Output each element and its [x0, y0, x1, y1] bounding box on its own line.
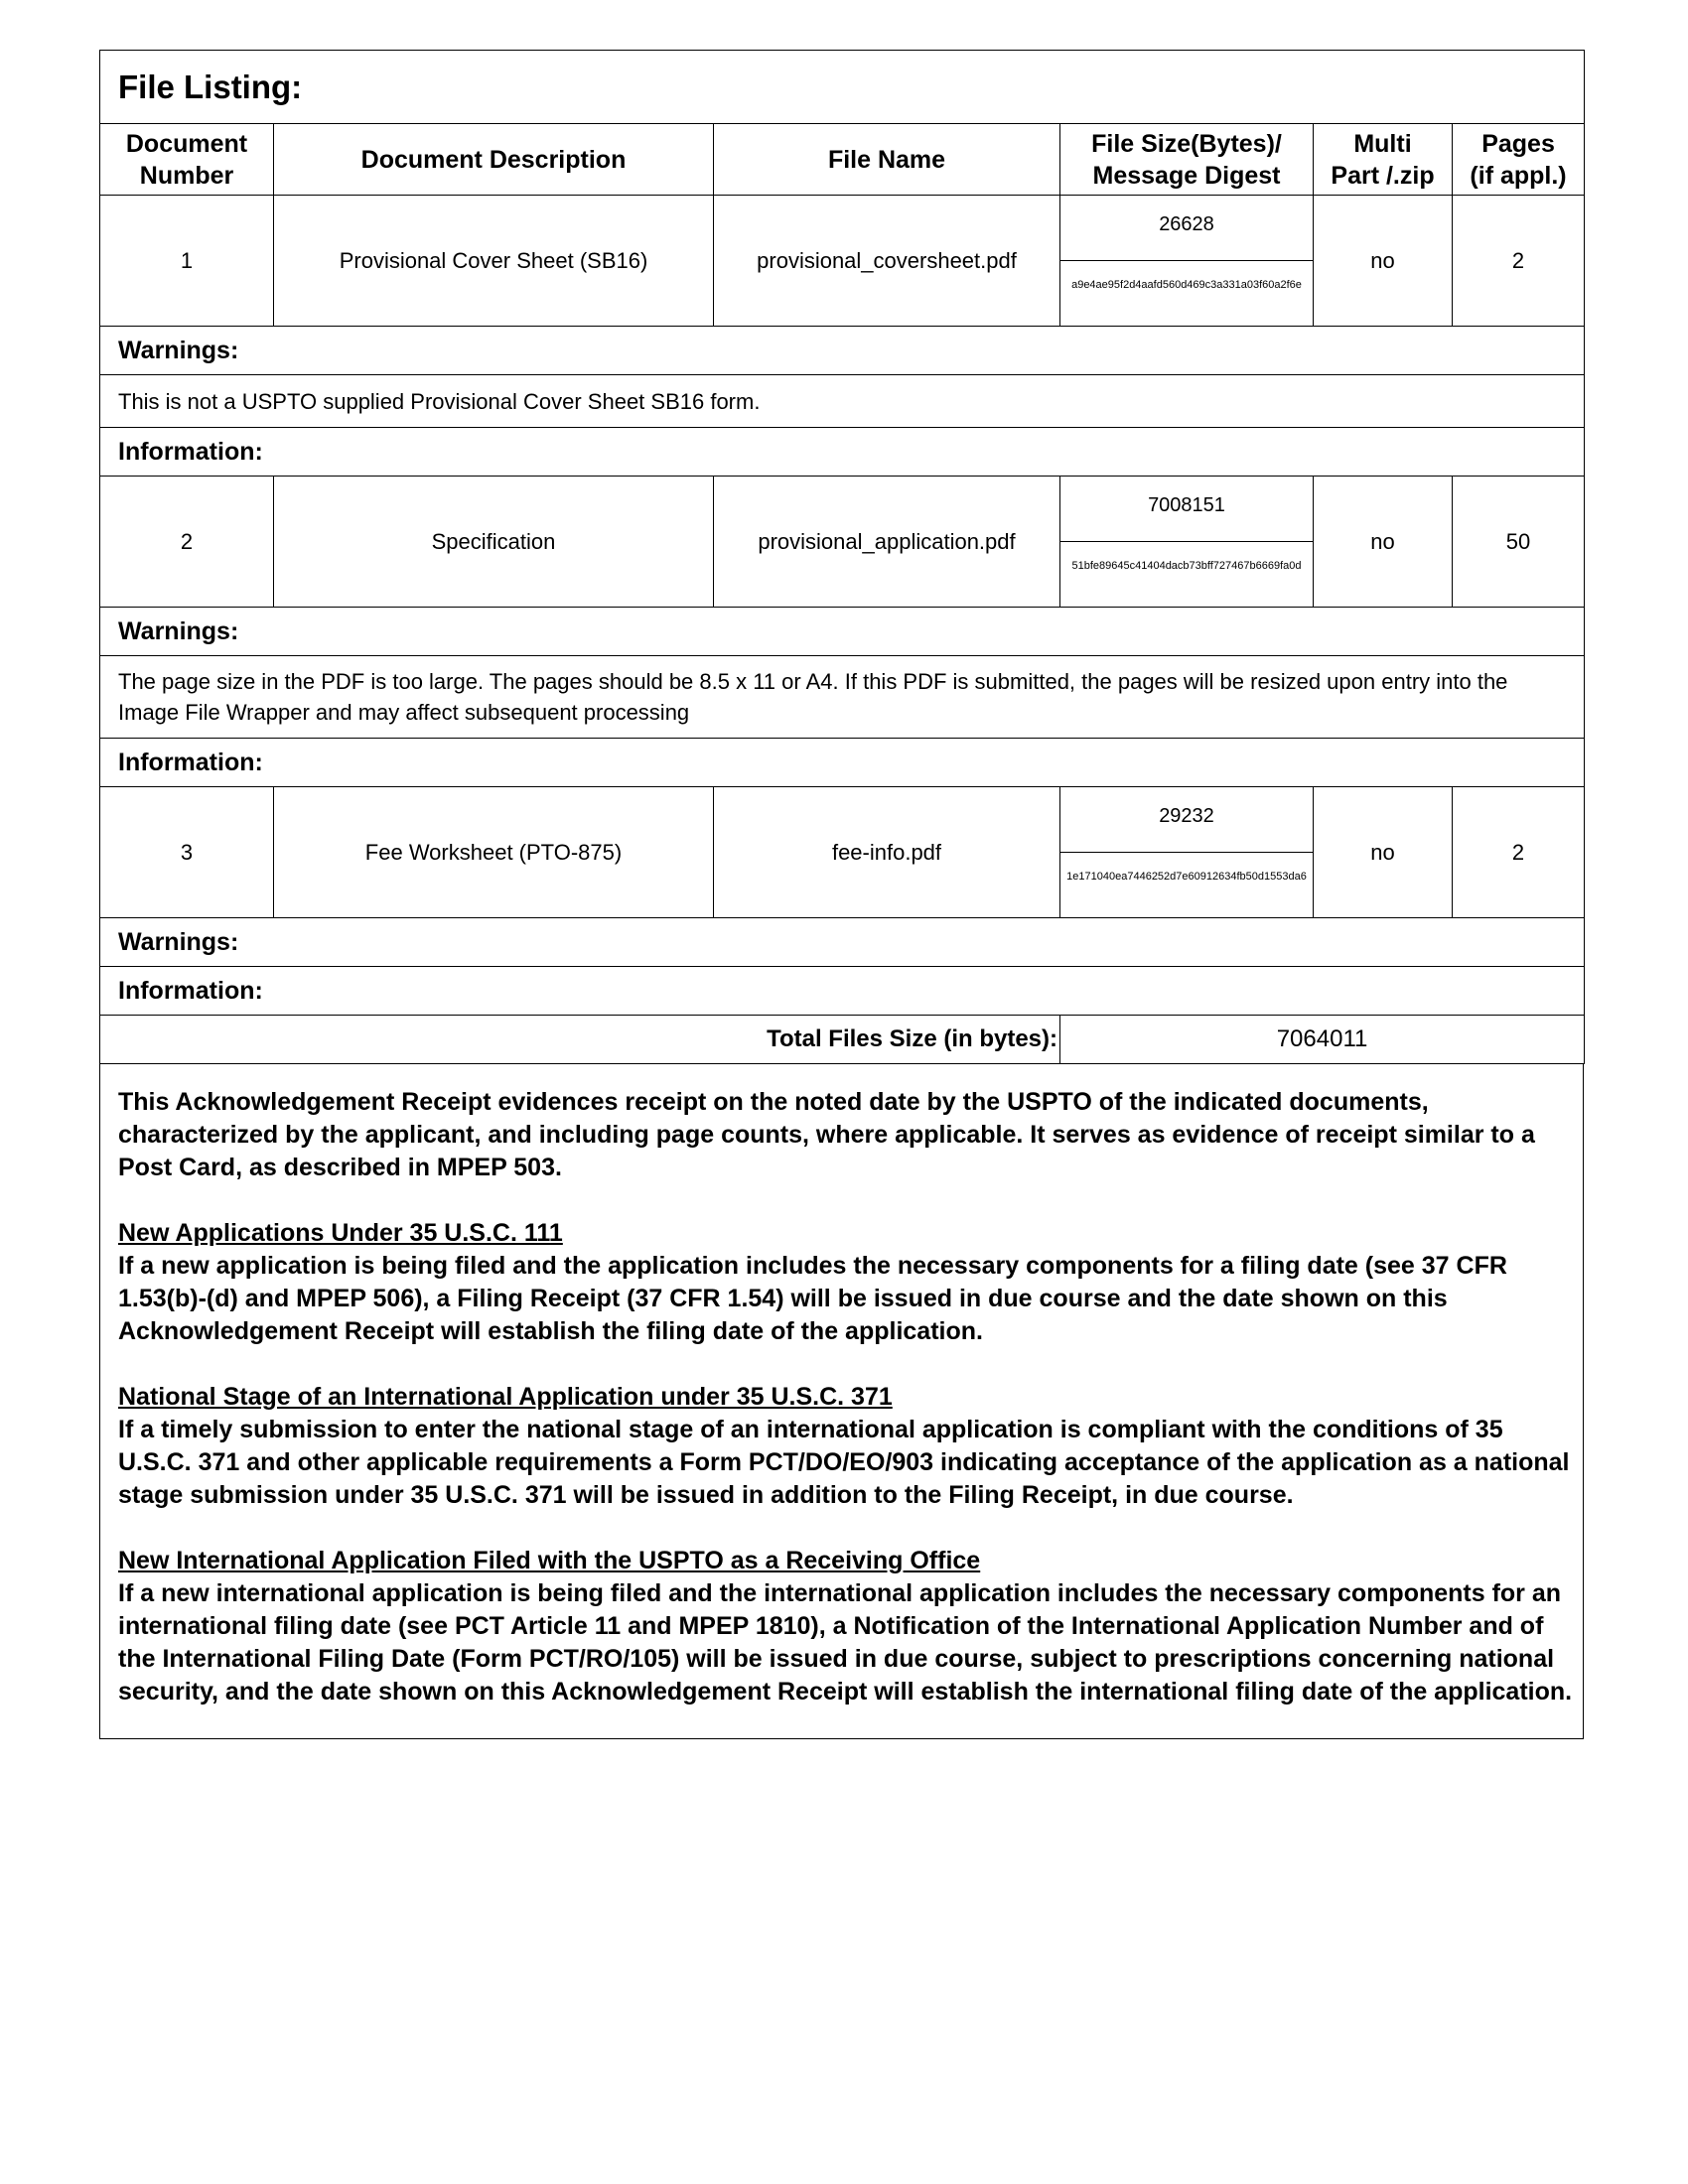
message-digest: a9e4ae95f2d4aafd560d469c3a331a03f60a2f6e — [1071, 279, 1302, 291]
section-text: If a new international application is being filed and the international application includes the necessary components for an international filing date (see PCT Article 11 and MPEP 1810), a Notification of the International Application Number and of the International Filing Date (Form PCT/RO/105) will be issued in due course, subject to prescriptions concerning national security, and the date shown on this Acknowledgement Receipt will establish the international filing date of the application. — [118, 1579, 1573, 1706]
header-document-description: Document Description — [274, 124, 714, 196]
document-number: 2 — [100, 477, 274, 608]
document-description: Fee Worksheet (PTO-875) — [274, 787, 714, 918]
total-row — [100, 1016, 1585, 1064]
file-listing-document — [99, 50, 1584, 1739]
file-size-cell — [1060, 196, 1314, 327]
table-row — [100, 196, 1585, 327]
message-digest: 1e171040ea7446252d7e60912634fb50d1553da6 — [1066, 871, 1307, 883]
total-files-size-label: Total Files Size (in bytes): — [100, 1016, 1060, 1064]
header-file-name: File Name — [714, 124, 1060, 196]
divider — [1060, 852, 1313, 853]
section-text: If a timely submission to enter the national stage of an international application is compliant with the conditions of 35 U.S.C. 371 and other applicable requirements a Form PCT/DO/EO/903 indicating acceptance of the application as a national stage submission under 35 U.S.C. 371 will be issued in addition to the Filing Receipt, in due course. — [118, 1416, 1570, 1509]
file-listing-title: File Listing: — [100, 51, 1585, 124]
divider — [1060, 541, 1313, 542]
section-heading: New International Application Filed with the USPTO as a Receiving Office — [118, 1547, 981, 1574]
document-description: Specification — [274, 477, 714, 608]
file-listing-table — [99, 50, 1585, 1064]
message-digest: 51bfe89645c41404dacb73bff727467b6669fa0d — [1071, 560, 1302, 572]
acknowledgement-receipt — [99, 1064, 1584, 1739]
section-heading: National Stage of an International Application under 35 U.S.C. 371 — [118, 1383, 893, 1411]
pages: 2 — [1453, 196, 1585, 327]
section-text: If a new application is being filed and the application includes the necessary components for a filing date (see 37 CFR 1.53(b)-(d) and MPEP 506), a Filing Receipt (37 CFR 1.54) will be issued in due course and the date shown on this Acknowledgement Receipt will establish the filing date of the application. — [118, 1252, 1507, 1345]
table-row — [100, 477, 1585, 608]
file-name: provisional_coversheet.pdf — [714, 196, 1060, 327]
file-size-cell — [1060, 787, 1314, 918]
file-size-cell — [1060, 477, 1314, 608]
file-name: fee-info.pdf — [714, 787, 1060, 918]
header-document-number: Document Number — [100, 124, 274, 196]
document-number: 3 — [100, 787, 274, 918]
header-multi-part: Multi Part /.zip — [1314, 124, 1453, 196]
warning-text: This is not a USPTO supplied Provisional Cover Sheet SB16 form. — [100, 375, 1585, 428]
file-size: 26628 — [1159, 213, 1214, 235]
file-size: 29232 — [1159, 805, 1214, 827]
table-header-row — [100, 124, 1585, 196]
information-label: Information: — [100, 967, 1585, 1016]
document-number: 1 — [100, 196, 274, 327]
total-files-size-value: 7064011 — [1060, 1016, 1585, 1064]
warnings-label: Warnings: — [100, 918, 1585, 967]
header-file-size: File Size(Bytes)/ Message Digest — [1060, 124, 1314, 196]
acknowledgement-intro: This Acknowledgement Receipt evidences receipt on the noted date by the USPTO of the indicated documents, characterized by the applicant, and including page counts, where applicable. It serves as evidence of receipt similar to a Post Card, as described in MPEP 503. — [118, 1088, 1535, 1181]
section-new-international — [118, 1545, 1579, 1708]
multi-part: no — [1314, 196, 1453, 327]
file-size: 7008151 — [1148, 494, 1225, 516]
multi-part: no — [1314, 477, 1453, 608]
pages: 2 — [1453, 787, 1585, 918]
file-name: provisional_application.pdf — [714, 477, 1060, 608]
header-pages: Pages (if appl.) — [1453, 124, 1585, 196]
warnings-label: Warnings: — [100, 327, 1585, 375]
warning-text: The page size in the PDF is too large. The pages should be 8.5 x 11 or A4. If this PDF is submitted, the pages will be resized upon entry into the Image File Wrapper and may affect subsequent processing — [100, 656, 1585, 739]
multi-part: no — [1314, 787, 1453, 918]
warnings-label: Warnings: — [100, 608, 1585, 656]
table-row — [100, 787, 1585, 918]
section-heading: New Applications Under 35 U.S.C. 111 — [118, 1219, 563, 1247]
divider — [1060, 260, 1313, 261]
information-label: Information: — [100, 428, 1585, 477]
section-national-stage — [118, 1381, 1579, 1512]
document-description: Provisional Cover Sheet (SB16) — [274, 196, 714, 327]
pages: 50 — [1453, 477, 1585, 608]
information-label: Information: — [100, 739, 1585, 787]
section-new-applications — [118, 1217, 1579, 1348]
